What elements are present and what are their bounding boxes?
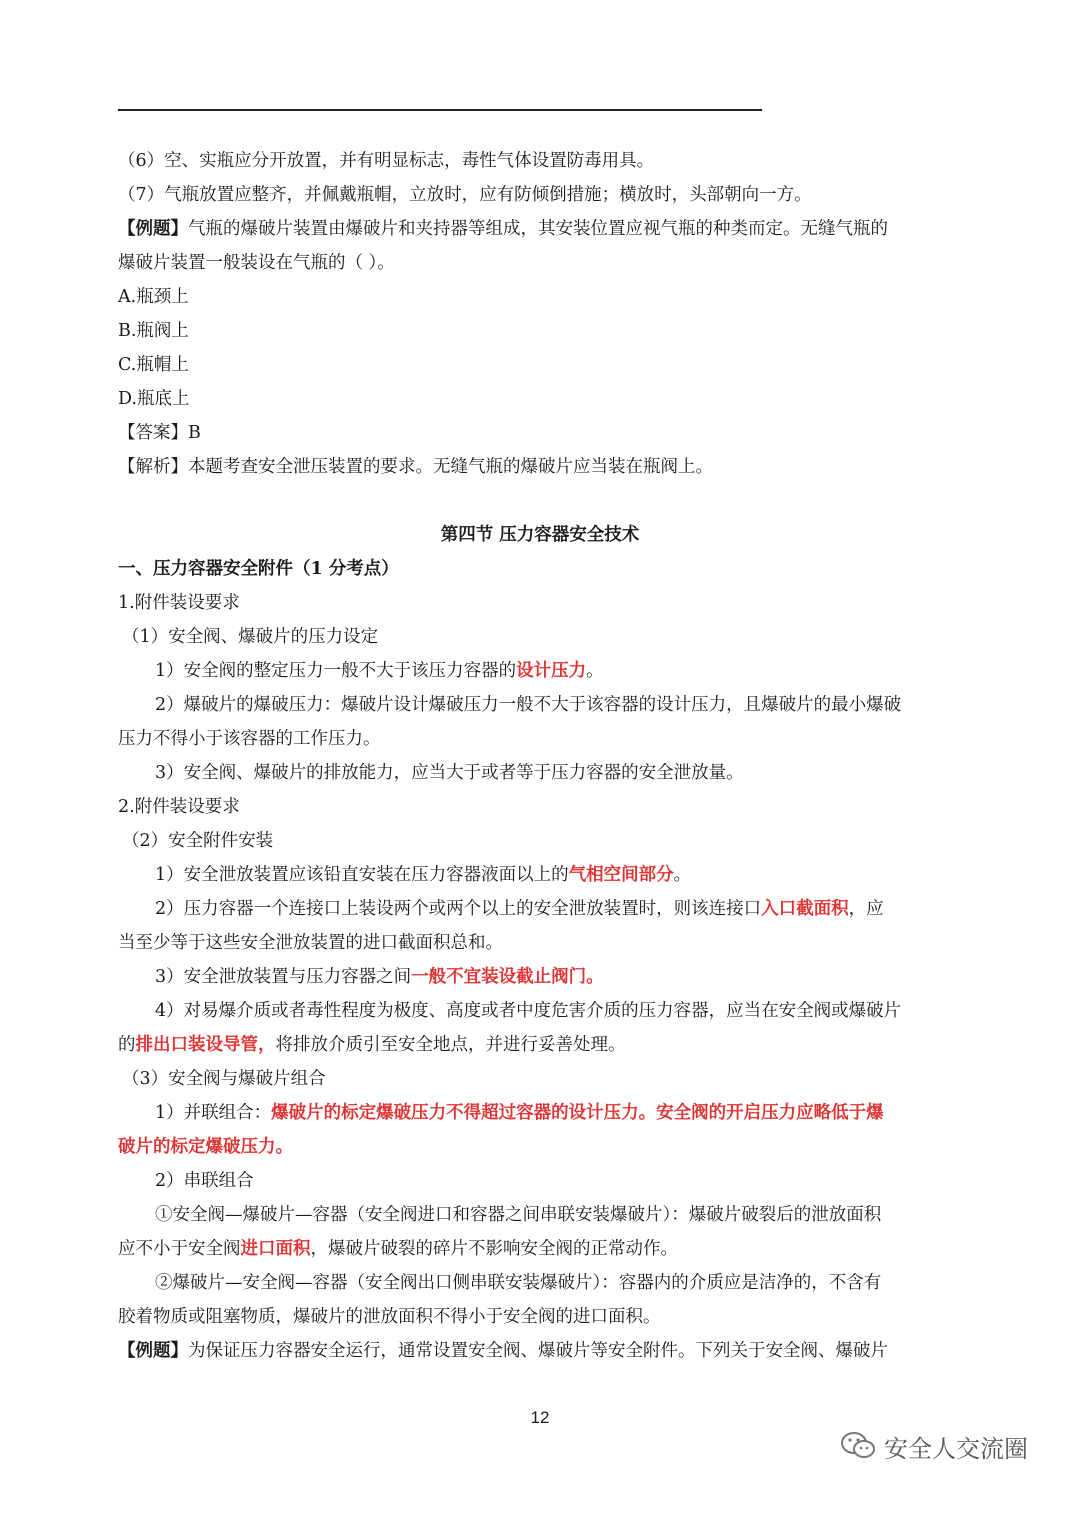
highlight: 入口截面积	[761, 899, 849, 919]
heading-1-1: 1.附件装设要求	[118, 593, 240, 613]
example-tag: 【例题】	[118, 219, 188, 239]
text: 应不小于安全阀	[118, 1239, 241, 1259]
text: ，应	[848, 899, 884, 919]
combo-1-line-2	[118, 1236, 678, 1262]
text: 1）并联组合：	[155, 1103, 272, 1123]
item-3-1-line-1	[155, 1100, 884, 1126]
item-3-2: 2）串联组合	[155, 1171, 254, 1191]
text: 1）安全泄放装置应该铅直安装在压力容器液面以上的	[155, 865, 569, 885]
highlight: 气相空间部分	[568, 865, 674, 885]
item-1-2-line-2: 压力不得小于该容器的工作压力。	[118, 729, 381, 749]
item-2-2-line-1	[155, 896, 884, 922]
combo-1-line-1: ①安全阀—爆破片—容器（安全阀进口和容器之间串联安装爆破片）：爆破片破裂后的泄放面积	[155, 1205, 882, 1225]
highlight: 进口面积	[240, 1239, 311, 1259]
subheading-1: （1）安全阀、爆破片的压力设定	[122, 627, 379, 647]
option-a: A.瓶颈上	[118, 287, 189, 307]
item-2-4-line-2	[118, 1032, 626, 1058]
item-2-3	[155, 964, 604, 990]
example-text: 气瓶的爆破片装置由爆破片和夹持器等组成，其安装位置应视气瓶的种类而定。无缝气瓶的	[188, 219, 888, 239]
item-3-1-line-2: 破片的标定爆破压力。	[118, 1137, 293, 1157]
paragraph-6: （6）空、实瓶应分开放置，并有明显标志，毒性气体设置防毒用具。	[118, 151, 655, 171]
text: 。	[673, 865, 692, 885]
text: 2）压力容器一个连接口上装设两个或两个以上的安全泄放装置时，则该连接口	[155, 899, 762, 919]
answer-tag: 【答案】	[118, 423, 188, 443]
option-b: B.瓶阀上	[118, 321, 189, 341]
text: 3）安全泄放装置与压力容器之间	[155, 967, 412, 987]
heading-1-2: 2.附件装设要求	[118, 797, 240, 817]
text: 的	[118, 1035, 136, 1055]
example-1-line-1	[118, 216, 888, 242]
watermark	[840, 1426, 1028, 1466]
paragraph-7: （7）气瓶放置应整齐，并佩戴瓶帽，立放时，应有防倾倒措施；横放时，头部朝向一方。	[118, 185, 812, 205]
item-1-3: 3）安全阀、爆破片的排放能力，应当大于或者等于压力容器的安全泄放量。	[155, 763, 744, 783]
item-1-2-line-1: 2）爆破片的爆破压力：爆破片设计爆破压力一般不大于该容器的设计压力，且爆破片的最小爆破	[155, 695, 902, 715]
page-number: 12	[530, 1408, 550, 1427]
text: ，爆破片破裂的碎片不影响安全阀的正常动作。	[310, 1239, 678, 1259]
watermark-text: 安全人交流圈	[884, 1434, 1028, 1463]
highlight: 一般不宜装设截止阀门。	[411, 967, 604, 987]
heading-1: 一、压力容器安全附件（1 分考点）	[118, 559, 399, 579]
example-1-line-2: 爆破片装置一般装设在气瓶的（ ）。	[118, 253, 395, 273]
analysis-line	[118, 454, 713, 480]
highlight: 爆破片的标定爆破压力不得超过容器的设计压力。安全阀的开启压力应略低于爆	[271, 1103, 884, 1123]
item-1-1	[155, 658, 604, 684]
subheading-2: （2）安全附件安装	[122, 831, 274, 851]
wechat-icon	[840, 1430, 876, 1462]
combo-2-line-1: ②爆破片—安全阀—容器（安全阀出口侧串联安装爆破片）：容器内的介质应是洁净的，不含有	[155, 1273, 882, 1293]
text: 。	[586, 661, 604, 681]
item-2-4-line-1: 4）对易爆介质或者毒性程度为极度、高度或者中度危害介质的压力容器，应当在安全阀或爆破片	[155, 1001, 902, 1021]
highlight: 设计压力	[516, 661, 587, 681]
analysis-tag: 【解析】	[118, 457, 188, 477]
top-rule	[118, 109, 762, 111]
example-2-line-1	[118, 1338, 888, 1364]
combo-2-line-2: 胶着物质或阻塞物质，爆破片的泄放面积不得小于安全阀的进口面积。	[118, 1307, 661, 1327]
item-2-2-line-2: 当至少等于这些安全泄放装置的进口截面积总和。	[118, 933, 503, 953]
text: 将排放介质引至安全地点，并进行妥善处理。	[275, 1035, 626, 1055]
example-tag: 【例题】	[118, 1341, 188, 1361]
example-text: 为保证压力容器安全运行，通常设置安全阀、爆破片等安全附件。下列关于安全阀、爆破片	[188, 1341, 888, 1361]
section-title: 第四节 压力容器安全技术	[440, 525, 640, 545]
option-c: C.瓶帽上	[118, 355, 189, 375]
analysis-text: 本题考查安全泄压装置的要求。无缝气瓶的爆破片应当装在瓶阀上。	[188, 457, 713, 477]
answer-value: B	[188, 423, 201, 443]
option-d: D.瓶底上	[118, 389, 190, 409]
subheading-3: （3）安全阀与爆破片组合	[122, 1069, 326, 1089]
highlight: 排出口装设导管，	[135, 1035, 276, 1055]
item-2-1	[155, 862, 691, 888]
text: 1）安全阀的整定压力一般不大于该压力容器的	[155, 661, 517, 681]
answer-line	[118, 420, 201, 446]
